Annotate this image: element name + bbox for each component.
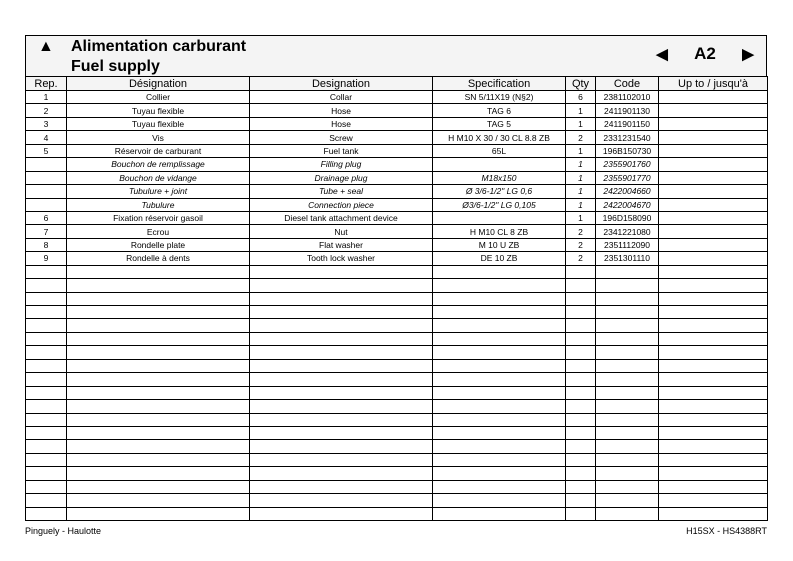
table-header-row (26, 77, 768, 91)
empty-cell (659, 332, 768, 345)
empty-cell (566, 413, 596, 426)
empty-cell (26, 332, 67, 345)
empty-cell (596, 319, 659, 332)
prev-page-icon[interactable]: ◀ (656, 46, 668, 63)
table-body (26, 91, 768, 521)
cell-up-to (659, 131, 768, 144)
cell-qty: 2 (566, 238, 596, 251)
empty-cell (67, 359, 250, 372)
cell-rep (26, 198, 67, 211)
empty-cell (433, 440, 566, 453)
table-row (26, 104, 768, 117)
empty-cell (659, 386, 768, 399)
parts-table (25, 76, 768, 521)
cell-qty: 2 (566, 225, 596, 238)
empty-cell (67, 467, 250, 480)
empty-cell (433, 359, 566, 372)
empty-table-row (26, 467, 768, 480)
empty-cell (250, 292, 433, 305)
cell-code: 2351301110 (596, 252, 659, 265)
table-row (26, 144, 768, 157)
empty-cell (250, 494, 433, 507)
empty-cell (433, 306, 566, 319)
cell-specification (433, 211, 566, 224)
parts-sheet (25, 35, 767, 521)
cell-specification: M 10 U ZB (433, 238, 566, 251)
empty-table-row (26, 440, 768, 453)
cell-code: 2411901150 (596, 117, 659, 130)
empty-cell (596, 386, 659, 399)
empty-table-row (26, 400, 768, 413)
empty-cell (67, 279, 250, 292)
table-row (26, 225, 768, 238)
empty-cell (250, 306, 433, 319)
empty-cell (566, 265, 596, 278)
empty-cell (596, 346, 659, 359)
next-page-icon[interactable]: ▶ (742, 46, 754, 63)
cell-designation-fr: Réservoir de carburant (67, 144, 250, 157)
cell-code: 2351112090 (596, 238, 659, 251)
cell-specification: 65L (433, 144, 566, 157)
cell-rep: 4 (26, 131, 67, 144)
empty-cell (26, 400, 67, 413)
empty-cell (566, 332, 596, 345)
empty-cell (566, 359, 596, 372)
cell-rep: 1 (26, 91, 67, 104)
empty-cell (596, 440, 659, 453)
table-row (26, 198, 768, 211)
cell-specification: Ø3/6-1/2" LG 0,105 (433, 198, 566, 211)
empty-cell (67, 306, 250, 319)
empty-cell (67, 332, 250, 345)
cell-code: 196B150730 (596, 144, 659, 157)
cell-designation-fr: Fixation réservoir gasoil (67, 211, 250, 224)
cell-qty: 1 (566, 158, 596, 171)
empty-cell (596, 494, 659, 507)
cell-qty: 1 (566, 171, 596, 184)
empty-cell (596, 426, 659, 439)
empty-cell (67, 440, 250, 453)
cell-code: 2381102010 (596, 91, 659, 104)
empty-table-row (26, 306, 768, 319)
empty-cell (250, 440, 433, 453)
empty-cell (26, 346, 67, 359)
cell-designation-fr: Bouchon de remplissage (67, 158, 250, 171)
empty-cell (566, 440, 596, 453)
empty-cell (596, 359, 659, 372)
cell-up-to (659, 144, 768, 157)
empty-table-row (26, 346, 768, 359)
cell-qty: 1 (566, 104, 596, 117)
empty-cell (433, 467, 566, 480)
empty-cell (433, 292, 566, 305)
cell-qty: 2 (566, 252, 596, 265)
empty-cell (433, 346, 566, 359)
empty-cell (596, 292, 659, 305)
empty-cell (566, 386, 596, 399)
empty-table-row (26, 480, 768, 493)
empty-cell (26, 426, 67, 439)
empty-cell (433, 507, 566, 520)
empty-cell (250, 507, 433, 520)
column-header-qty: Qty (566, 77, 596, 91)
cell-specification (433, 158, 566, 171)
table-row (26, 131, 768, 144)
empty-cell (26, 359, 67, 372)
cell-specification: Ø 3/6-1/2" LG 0,6 (433, 185, 566, 198)
empty-cell (26, 453, 67, 466)
cell-rep: 5 (26, 144, 67, 157)
empty-cell (26, 440, 67, 453)
page-title (71, 37, 246, 77)
cell-up-to (659, 225, 768, 238)
empty-cell (250, 373, 433, 386)
cell-qty: 1 (566, 198, 596, 211)
empty-cell (433, 265, 566, 278)
empty-cell (433, 426, 566, 439)
cell-up-to (659, 185, 768, 198)
cell-designation-fr: Tubulure + joint (67, 185, 250, 198)
cell-up-to (659, 252, 768, 265)
cell-designation-en: Drainage plug (250, 171, 433, 184)
column-header-designation-fr: Désignation (67, 77, 250, 91)
empty-cell (596, 453, 659, 466)
empty-table-row (26, 453, 768, 466)
cell-qty: 6 (566, 91, 596, 104)
cell-specification: TAG 6 (433, 104, 566, 117)
empty-cell (433, 279, 566, 292)
empty-cell (250, 467, 433, 480)
cell-code: 2341221080 (596, 225, 659, 238)
table-row (26, 252, 768, 265)
empty-cell (659, 440, 768, 453)
empty-cell (26, 306, 67, 319)
sheet-header (25, 35, 767, 76)
empty-table-row (26, 507, 768, 520)
column-header-up-to: Up to / jusqu'à (659, 77, 768, 91)
empty-cell (67, 386, 250, 399)
cell-specification: H M10 X 30 / 30 CL 8.8 ZB (433, 131, 566, 144)
empty-cell (596, 467, 659, 480)
empty-cell (250, 453, 433, 466)
cell-designation-en: Collar (250, 91, 433, 104)
column-header-specification: Specification (433, 77, 566, 91)
empty-table-row (26, 494, 768, 507)
table-row (26, 91, 768, 104)
column-header-code: Code (596, 77, 659, 91)
empty-cell (596, 265, 659, 278)
cell-rep (26, 171, 67, 184)
table-row (26, 238, 768, 251)
footer-model: H15SX - HS4388RT (686, 526, 767, 536)
empty-cell (433, 319, 566, 332)
empty-cell (67, 346, 250, 359)
table-row (26, 211, 768, 224)
table-row (26, 117, 768, 130)
empty-cell (67, 426, 250, 439)
empty-cell (26, 373, 67, 386)
cell-up-to (659, 171, 768, 184)
empty-cell (433, 453, 566, 466)
cell-designation-en: Hose (250, 104, 433, 117)
cell-code: 196D158090 (596, 211, 659, 224)
empty-cell (596, 413, 659, 426)
empty-cell (26, 467, 67, 480)
empty-cell (26, 386, 67, 399)
cell-code: 2422004670 (596, 198, 659, 211)
empty-table-row (26, 292, 768, 305)
cell-designation-en: Nut (250, 225, 433, 238)
empty-cell (433, 494, 566, 507)
cell-rep: 6 (26, 211, 67, 224)
column-header-rep: Rep. (26, 77, 67, 91)
cell-designation-en: Tooth lock washer (250, 252, 433, 265)
empty-cell (566, 319, 596, 332)
empty-cell (26, 494, 67, 507)
empty-cell (250, 413, 433, 426)
cell-code: 2411901130 (596, 104, 659, 117)
cell-up-to (659, 211, 768, 224)
empty-cell (566, 480, 596, 493)
empty-cell (433, 386, 566, 399)
empty-cell (433, 413, 566, 426)
empty-cell (67, 292, 250, 305)
cell-qty: 1 (566, 211, 596, 224)
empty-cell (26, 413, 67, 426)
empty-cell (659, 319, 768, 332)
cell-qty: 1 (566, 117, 596, 130)
empty-cell (596, 279, 659, 292)
empty-cell (596, 332, 659, 345)
cell-designation-en: Connection piece (250, 198, 433, 211)
cell-designation-fr: Rondelle à dents (67, 252, 250, 265)
cell-designation-en: Fuel tank (250, 144, 433, 157)
cell-rep: 7 (26, 225, 67, 238)
cell-specification: DE 10 ZB (433, 252, 566, 265)
empty-cell (566, 279, 596, 292)
empty-cell (566, 373, 596, 386)
empty-cell (659, 346, 768, 359)
empty-cell (250, 359, 433, 372)
empty-cell (659, 467, 768, 480)
cell-rep: 9 (26, 252, 67, 265)
empty-cell (67, 373, 250, 386)
empty-cell (566, 426, 596, 439)
empty-cell (433, 332, 566, 345)
cell-designation-en: Diesel tank attachment device (250, 211, 433, 224)
empty-cell (67, 453, 250, 466)
cell-designation-fr: Bouchon de vidange (67, 171, 250, 184)
empty-cell (659, 507, 768, 520)
title-french: Alimentation carburant (71, 38, 247, 55)
cell-designation-fr: Collier (67, 91, 250, 104)
empty-table-row (26, 319, 768, 332)
empty-cell (250, 265, 433, 278)
empty-cell (659, 359, 768, 372)
cell-code: 2331231540 (596, 131, 659, 144)
cell-designation-fr: Vis (67, 131, 250, 144)
empty-cell (596, 306, 659, 319)
empty-cell (26, 480, 67, 493)
empty-cell (596, 373, 659, 386)
empty-cell (659, 453, 768, 466)
empty-cell (566, 453, 596, 466)
empty-cell (659, 480, 768, 493)
cell-designation-fr: Rondelle plate (67, 238, 250, 251)
empty-cell (250, 480, 433, 493)
empty-cell (659, 306, 768, 319)
empty-cell (67, 265, 250, 278)
cell-rep: 8 (26, 238, 67, 251)
empty-cell (659, 400, 768, 413)
page-code: A2 (694, 44, 716, 63)
cell-code: 2422004660 (596, 185, 659, 198)
empty-cell (659, 413, 768, 426)
cell-rep: 3 (26, 117, 67, 130)
empty-cell (659, 265, 768, 278)
cell-code: 2355901760 (596, 158, 659, 171)
empty-cell (566, 306, 596, 319)
cell-designation-fr: Tubulure (67, 198, 250, 211)
empty-cell (566, 494, 596, 507)
cell-designation-fr: Tuyau flexible (67, 104, 250, 117)
cell-specification: SN 5/11X19 (N§2) (433, 91, 566, 104)
empty-cell (67, 413, 250, 426)
empty-cell (26, 319, 67, 332)
empty-cell (659, 373, 768, 386)
empty-cell (250, 332, 433, 345)
page-navigation (650, 44, 760, 64)
empty-cell (596, 400, 659, 413)
empty-cell (566, 400, 596, 413)
empty-cell (250, 386, 433, 399)
empty-table-row (26, 426, 768, 439)
empty-cell (566, 292, 596, 305)
cell-designation-en: Screw (250, 131, 433, 144)
cell-designation-en: Filling plug (250, 158, 433, 171)
cell-up-to (659, 117, 768, 130)
empty-cell (659, 426, 768, 439)
cell-up-to (659, 198, 768, 211)
empty-cell (26, 265, 67, 278)
cell-specification: M18x150 (433, 171, 566, 184)
cell-qty: 2 (566, 131, 596, 144)
empty-table-row (26, 359, 768, 372)
empty-cell (67, 400, 250, 413)
empty-cell (67, 494, 250, 507)
empty-cell (433, 373, 566, 386)
cell-up-to (659, 91, 768, 104)
cell-designation-fr: Ecrou (67, 225, 250, 238)
cell-rep: 2 (26, 104, 67, 117)
table-row (26, 185, 768, 198)
table-row (26, 158, 768, 171)
empty-cell (250, 346, 433, 359)
footer-manufacturer: Pinguely - Haulotte (25, 526, 102, 536)
empty-cell (433, 400, 566, 413)
cell-specification: TAG 5 (433, 117, 566, 130)
cell-up-to (659, 238, 768, 251)
empty-cell (566, 507, 596, 520)
empty-table-row (26, 386, 768, 399)
cell-designation-fr: Tuyau flexible (67, 117, 250, 130)
empty-table-row (26, 279, 768, 292)
column-header-designation-en: Designation (250, 77, 433, 91)
table-row (26, 171, 768, 184)
cell-designation-en: Tube + seal (250, 185, 433, 198)
empty-cell (26, 292, 67, 305)
empty-cell (659, 494, 768, 507)
up-arrow-icon[interactable]: ▲ (38, 38, 54, 55)
empty-table-row (26, 332, 768, 345)
empty-cell (596, 507, 659, 520)
cell-code: 2355901770 (596, 171, 659, 184)
empty-table-row (26, 373, 768, 386)
empty-cell (433, 480, 566, 493)
cell-designation-en: Flat washer (250, 238, 433, 251)
cell-designation-en: Hose (250, 117, 433, 130)
empty-cell (67, 480, 250, 493)
empty-cell (26, 507, 67, 520)
empty-cell (596, 480, 659, 493)
empty-cell (566, 346, 596, 359)
empty-cell (67, 507, 250, 520)
empty-cell (566, 467, 596, 480)
empty-cell (250, 400, 433, 413)
empty-cell (659, 292, 768, 305)
cell-up-to (659, 158, 768, 171)
empty-table-row (26, 265, 768, 278)
title-english: Fuel supply (71, 58, 160, 75)
empty-cell (250, 279, 433, 292)
empty-table-row (26, 413, 768, 426)
empty-cell (67, 319, 250, 332)
cell-specification: H M10 CL 8 ZB (433, 225, 566, 238)
empty-cell (250, 319, 433, 332)
cell-rep (26, 158, 67, 171)
cell-up-to (659, 104, 768, 117)
cell-qty: 1 (566, 144, 596, 157)
cell-rep (26, 185, 67, 198)
empty-cell (250, 426, 433, 439)
cell-qty: 1 (566, 185, 596, 198)
empty-cell (659, 279, 768, 292)
empty-cell (26, 279, 67, 292)
